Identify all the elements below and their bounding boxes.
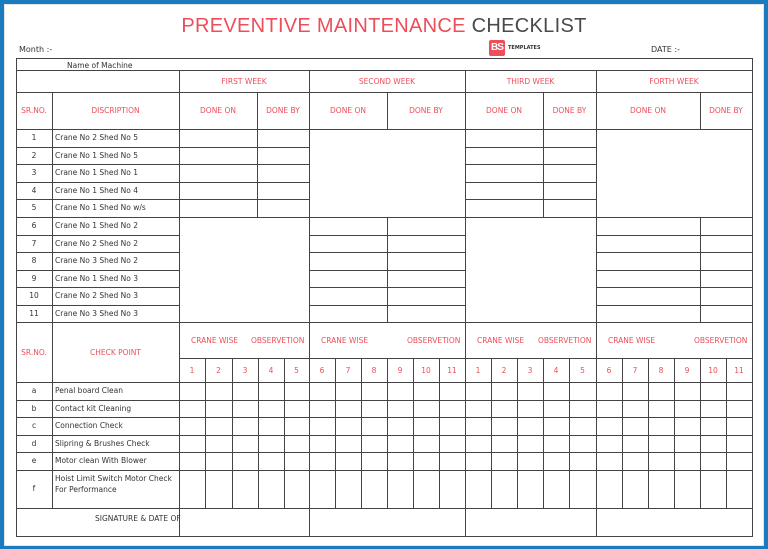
observation-cell[interactable] <box>259 383 284 400</box>
observation-cell[interactable] <box>336 401 361 417</box>
observation-cell[interactable] <box>440 401 465 417</box>
observation-cell[interactable] <box>440 418 465 435</box>
page-title <box>5 15 763 38</box>
observation-cell[interactable] <box>414 471 439 508</box>
observation-cell[interactable] <box>259 471 284 508</box>
row-sr-no: 1 <box>31 133 37 142</box>
observation-cell[interactable] <box>544 453 569 470</box>
grid-line <box>16 235 180 236</box>
grid-line <box>543 129 544 218</box>
crane-number: 11 <box>447 366 457 375</box>
row-sr-no: 2 <box>31 151 37 160</box>
observation-cell[interactable] <box>544 471 569 508</box>
observation-cell[interactable] <box>570 471 596 508</box>
observation-cell[interactable] <box>362 436 387 452</box>
row-description: Crane No 3 Shed No 2 <box>55 256 139 265</box>
observation-cell[interactable] <box>675 453 700 470</box>
observation-cell[interactable] <box>492 383 517 400</box>
title-part2: CHECKLIST <box>471 15 587 37</box>
crane-wise-header: CRANE WISE <box>608 336 656 345</box>
observation-cell[interactable] <box>623 453 648 470</box>
crane-number: 4 <box>268 366 274 375</box>
observation-cell[interactable] <box>180 471 205 508</box>
observation-cell[interactable] <box>727 436 752 452</box>
sr-no-header: SR.NO. <box>21 106 47 115</box>
grid-line <box>179 164 310 165</box>
check-sr: b <box>31 403 37 413</box>
observation-cell[interactable] <box>414 418 439 435</box>
observation-cell[interactable] <box>597 418 622 435</box>
grid-line <box>700 92 701 130</box>
description-header: DISCRIPTION <box>91 106 140 115</box>
observation-cell[interactable] <box>310 436 335 452</box>
observation-cell[interactable] <box>388 471 413 508</box>
observation-cell[interactable] <box>233 453 258 470</box>
grid-line <box>465 164 597 165</box>
observation-cell[interactable] <box>388 436 413 452</box>
observation-cell[interactable] <box>310 401 335 417</box>
observation-cell[interactable] <box>440 471 465 508</box>
observation-cell[interactable] <box>597 436 622 452</box>
row-sr-no: 8 <box>31 256 37 265</box>
observation-cell[interactable] <box>701 418 726 435</box>
crane-number: 3 <box>242 366 248 375</box>
observation-header: OBSERVETION <box>694 336 748 345</box>
observation-cell[interactable] <box>310 418 335 435</box>
observation-cell[interactable] <box>466 401 491 417</box>
grid-line <box>465 147 597 148</box>
observation-cell[interactable] <box>336 383 361 400</box>
row-description: Crane No 1 Shed No w/s <box>55 203 146 212</box>
observation-cell[interactable] <box>544 383 569 400</box>
signature-cell[interactable] <box>466 509 596 535</box>
observation-cell[interactable] <box>259 453 284 470</box>
row-sr-no: 6 <box>31 221 37 230</box>
sr-no-header-2: SR.NO. <box>21 348 47 357</box>
observation-cell[interactable] <box>206 436 232 452</box>
crane-number: 2 <box>216 366 221 375</box>
observation-cell[interactable] <box>285 418 309 435</box>
grid-line <box>752 358 753 509</box>
observation-cell[interactable] <box>570 418 596 435</box>
row-description: Crane No 1 Shed No 4 <box>55 186 139 195</box>
observation-cell[interactable] <box>180 418 205 435</box>
done-on-header: DONE ON <box>486 106 522 115</box>
crane-number: 5 <box>294 366 299 375</box>
observation-cell[interactable] <box>701 401 726 417</box>
crane-number: 7 <box>632 366 638 375</box>
observation-cell[interactable] <box>570 383 596 400</box>
crane-wise-header: CRANE WISE <box>191 336 239 345</box>
row-sr-no: 4 <box>31 186 37 195</box>
observation-cell[interactable] <box>206 418 232 435</box>
check-point-item: Connection Check <box>55 421 123 430</box>
grid-line <box>16 305 180 306</box>
observation-cell[interactable] <box>544 436 569 452</box>
week-header: SECOND WEEK <box>358 77 416 86</box>
observation-cell[interactable] <box>362 471 387 508</box>
grid-line <box>596 305 753 306</box>
grid-line <box>52 322 53 509</box>
title-part1: PREVENTIVE MAINTENANCE <box>181 15 466 37</box>
grid-line <box>16 70 753 71</box>
observation-cell[interactable] <box>675 436 700 452</box>
check-point-header: CHECK POINT <box>90 348 141 357</box>
observation-cell[interactable] <box>233 401 258 417</box>
observation-cell[interactable] <box>440 453 465 470</box>
observation-cell[interactable] <box>518 418 543 435</box>
crane-number: 1 <box>475 366 481 375</box>
observation-cell[interactable] <box>259 401 284 417</box>
observation-cell[interactable] <box>518 401 543 417</box>
observation-cell[interactable] <box>492 453 517 470</box>
name-of-machine-label: Name of Machine <box>67 61 133 70</box>
observation-cell[interactable] <box>727 383 752 400</box>
observation-header: OBSERVETION <box>538 336 592 345</box>
observation-cell[interactable] <box>233 436 258 452</box>
observation-cell[interactable] <box>180 436 205 452</box>
observation-cell[interactable] <box>597 383 622 400</box>
row-description: Crane No 3 Shed No 3 <box>55 309 139 318</box>
done-by-header: DONE BY <box>552 106 587 115</box>
grid-line <box>179 147 310 148</box>
observation-cell[interactable] <box>206 401 232 417</box>
row-description: Crane No 1 Shed No 1 <box>55 168 139 177</box>
observation-cell[interactable] <box>362 418 387 435</box>
observation-cell[interactable] <box>362 383 387 400</box>
observation-cell[interactable] <box>544 401 569 417</box>
observation-cell[interactable] <box>233 383 258 400</box>
observation-header: OBSERVETION <box>251 336 305 345</box>
week-header: THIRD WEEK <box>506 77 555 86</box>
row-description: Crane No 1 Shed No 2 <box>55 221 139 230</box>
observation-cell[interactable] <box>623 418 648 435</box>
observation-cell[interactable] <box>544 418 569 435</box>
observation-cell[interactable] <box>336 436 361 452</box>
observation-cell[interactable] <box>466 436 491 452</box>
observation-cell[interactable] <box>440 383 465 400</box>
observation-cell[interactable] <box>180 453 205 470</box>
observation-cell[interactable] <box>649 436 674 452</box>
observation-cell[interactable] <box>414 383 439 400</box>
signature-label: SIGNATURE & DATE OF <box>95 514 181 523</box>
observation-cell[interactable] <box>597 453 622 470</box>
grid-line <box>16 129 753 130</box>
observation-cell[interactable] <box>570 401 596 417</box>
crane-wise-header: CRANE WISE <box>477 336 525 345</box>
crane-number: 9 <box>684 366 690 375</box>
done-on-header: DONE ON <box>200 106 236 115</box>
check-sr: e <box>31 456 37 465</box>
grid-line <box>596 270 753 271</box>
logo-text: TEMPLATES <box>508 45 541 51</box>
crane-wise-header: CRANE WISE <box>321 336 369 345</box>
observation-cell[interactable] <box>206 471 232 508</box>
check-point-item: Penal board Clean <box>55 386 124 395</box>
observation-cell[interactable] <box>675 383 700 400</box>
grid-line <box>16 287 180 288</box>
grid-line <box>596 287 753 288</box>
observation-cell[interactable] <box>727 471 752 508</box>
observation-cell[interactable] <box>649 471 674 508</box>
grid-line <box>16 322 753 323</box>
row-sr-no: 9 <box>31 274 37 283</box>
observation-cell[interactable] <box>675 401 700 417</box>
observation-cell[interactable] <box>492 401 517 417</box>
grid-line <box>179 199 310 200</box>
grid-line <box>16 536 753 537</box>
grid-line <box>16 252 180 253</box>
observation-cell[interactable] <box>570 436 596 452</box>
logo <box>489 40 541 56</box>
observation-cell[interactable] <box>466 453 491 470</box>
observation-cell[interactable] <box>414 436 439 452</box>
observation-cell[interactable] <box>518 436 543 452</box>
row-description: Crane No 2 Shed No 5 <box>55 133 139 142</box>
observation-cell[interactable] <box>675 418 700 435</box>
observation-cell[interactable] <box>180 383 205 400</box>
observation-cell[interactable] <box>597 471 622 508</box>
observation-cell[interactable] <box>675 471 700 508</box>
row-description: Crane No 2 Shed No 3 <box>55 291 139 300</box>
check-point-item: Hoist Limit Switch Motor Check <box>55 474 172 483</box>
crane-number: 10 <box>708 366 718 375</box>
observation-cell[interactable] <box>492 436 517 452</box>
check-point-item-line2: For Performance <box>55 485 117 494</box>
grid-line <box>465 182 597 183</box>
check-sr: a <box>31 386 37 395</box>
grid-line <box>16 164 180 165</box>
row-sr-no: 7 <box>31 239 37 248</box>
observation-cell[interactable] <box>649 418 674 435</box>
observation-cell[interactable] <box>701 471 726 508</box>
crane-number: 3 <box>527 366 533 375</box>
observation-cell[interactable] <box>414 453 439 470</box>
week-header: FIRST WEEK <box>221 77 267 86</box>
observation-cell[interactable] <box>649 401 674 417</box>
check-sr: f <box>32 484 36 493</box>
observation-cell[interactable] <box>310 471 335 508</box>
observation-cell[interactable] <box>623 383 648 400</box>
grid-line <box>16 199 180 200</box>
observation-cell[interactable] <box>233 418 258 435</box>
signature-cell[interactable] <box>597 509 752 535</box>
crane-number: 6 <box>606 366 612 375</box>
month-label: Month :- <box>19 45 53 54</box>
done-by-header: DONE BY <box>266 106 300 115</box>
grid-line <box>700 217 701 323</box>
row-description: Crane No 1 Shed No 5 <box>55 151 139 160</box>
crane-number: 9 <box>397 366 403 375</box>
signature-cell[interactable] <box>180 509 309 535</box>
row-sr-no: 3 <box>31 168 37 177</box>
observation-cell[interactable] <box>466 383 491 400</box>
row-sr-no: 5 <box>31 203 37 212</box>
crane-number: 5 <box>580 366 585 375</box>
done-on-header: DONE ON <box>330 106 366 115</box>
grid-line <box>16 147 180 148</box>
observation-cell[interactable] <box>206 453 232 470</box>
grid-line <box>387 217 388 323</box>
done-by-header: DONE BY <box>409 106 443 115</box>
observation-cell[interactable] <box>570 453 596 470</box>
observation-cell[interactable] <box>597 401 622 417</box>
observation-cell[interactable] <box>285 401 309 417</box>
observation-cell[interactable] <box>259 418 284 435</box>
observation-cell[interactable] <box>518 453 543 470</box>
crane-number: 7 <box>345 366 351 375</box>
check-point-item: Motor clean With Blower <box>55 456 147 465</box>
observation-header: OBSERVETION <box>407 336 461 345</box>
observation-cell[interactable] <box>310 453 335 470</box>
row-sr-no: 10 <box>29 291 39 300</box>
observation-cell[interactable] <box>388 383 413 400</box>
observation-cell[interactable] <box>362 401 387 417</box>
observation-cell[interactable] <box>336 471 361 508</box>
grid-line <box>179 182 310 183</box>
observation-cell[interactable] <box>727 418 752 435</box>
row-description: Crane No 1 Shed No 3 <box>55 274 139 283</box>
grid-line <box>16 58 753 59</box>
observation-cell[interactable] <box>285 436 309 452</box>
grid-line <box>465 199 597 200</box>
observation-cell[interactable] <box>623 436 648 452</box>
observation-cell[interactable] <box>336 453 361 470</box>
observation-cell[interactable] <box>285 383 309 400</box>
crane-number: 10 <box>421 366 431 375</box>
observation-cell[interactable] <box>388 453 413 470</box>
observation-cell[interactable] <box>388 418 413 435</box>
observation-cell[interactable] <box>259 436 284 452</box>
observation-cell[interactable] <box>518 471 543 508</box>
grid-line <box>52 92 53 323</box>
check-point-item: Contact kit Cleaning <box>55 403 132 413</box>
observation-cell[interactable] <box>727 401 752 417</box>
observation-cell[interactable] <box>466 471 491 508</box>
crane-number: 6 <box>319 366 325 375</box>
observation-cell[interactable] <box>701 436 726 452</box>
check-point-item: Slipring & Brushes Check <box>55 438 150 448</box>
observation-cell[interactable] <box>492 418 517 435</box>
grid-line <box>543 92 544 130</box>
observation-cell[interactable] <box>285 453 309 470</box>
grid-line <box>16 182 180 183</box>
grid-line <box>16 217 753 218</box>
done-by-header: DONE BY <box>709 106 743 115</box>
observation-cell[interactable] <box>649 383 674 400</box>
crane-number: 8 <box>658 366 664 375</box>
logo-mark-icon: BS <box>489 40 505 56</box>
observation-cell[interactable] <box>233 471 258 508</box>
observation-cell[interactable] <box>701 453 726 470</box>
grid-line <box>16 92 753 93</box>
date-label: DATE :- <box>651 45 680 54</box>
signature-cell[interactable] <box>310 509 465 535</box>
row-description: Crane No 2 Shed No 2 <box>55 239 139 248</box>
observation-cell[interactable] <box>206 383 232 400</box>
crane-number: 1 <box>189 366 195 375</box>
grid-line <box>179 358 753 359</box>
observation-cell[interactable] <box>440 436 465 452</box>
crane-number: 4 <box>553 366 559 375</box>
crane-number: 11 <box>734 366 744 375</box>
observation-cell[interactable] <box>336 418 361 435</box>
observation-cell[interactable] <box>492 471 517 508</box>
observation-cell[interactable] <box>285 471 309 508</box>
observation-cell[interactable] <box>466 418 491 435</box>
week-header: FORTH WEEK <box>649 77 699 86</box>
observation-cell[interactable] <box>414 401 439 417</box>
grid-line <box>596 235 753 236</box>
crane-number: 8 <box>371 366 377 375</box>
observation-cell[interactable] <box>623 401 648 417</box>
observation-cell[interactable] <box>310 383 335 400</box>
observation-cell[interactable] <box>649 453 674 470</box>
grid-line <box>257 129 258 218</box>
grid-line <box>387 92 388 130</box>
observation-cell[interactable] <box>180 401 205 417</box>
row-sr-no: 11 <box>29 309 39 318</box>
grid-line <box>16 270 180 271</box>
check-sr: d <box>31 438 37 448</box>
observation-cell[interactable] <box>362 453 387 470</box>
observation-cell[interactable] <box>701 383 726 400</box>
observation-cell[interactable] <box>518 383 543 400</box>
grid-line <box>596 252 753 253</box>
grid-line <box>257 92 258 130</box>
observation-cell[interactable] <box>727 453 752 470</box>
check-sr: c <box>31 421 37 430</box>
crane-number: 2 <box>501 366 507 375</box>
observation-cell[interactable] <box>623 471 648 508</box>
observation-cell[interactable] <box>388 401 413 417</box>
done-on-header: DONE ON <box>630 106 666 115</box>
